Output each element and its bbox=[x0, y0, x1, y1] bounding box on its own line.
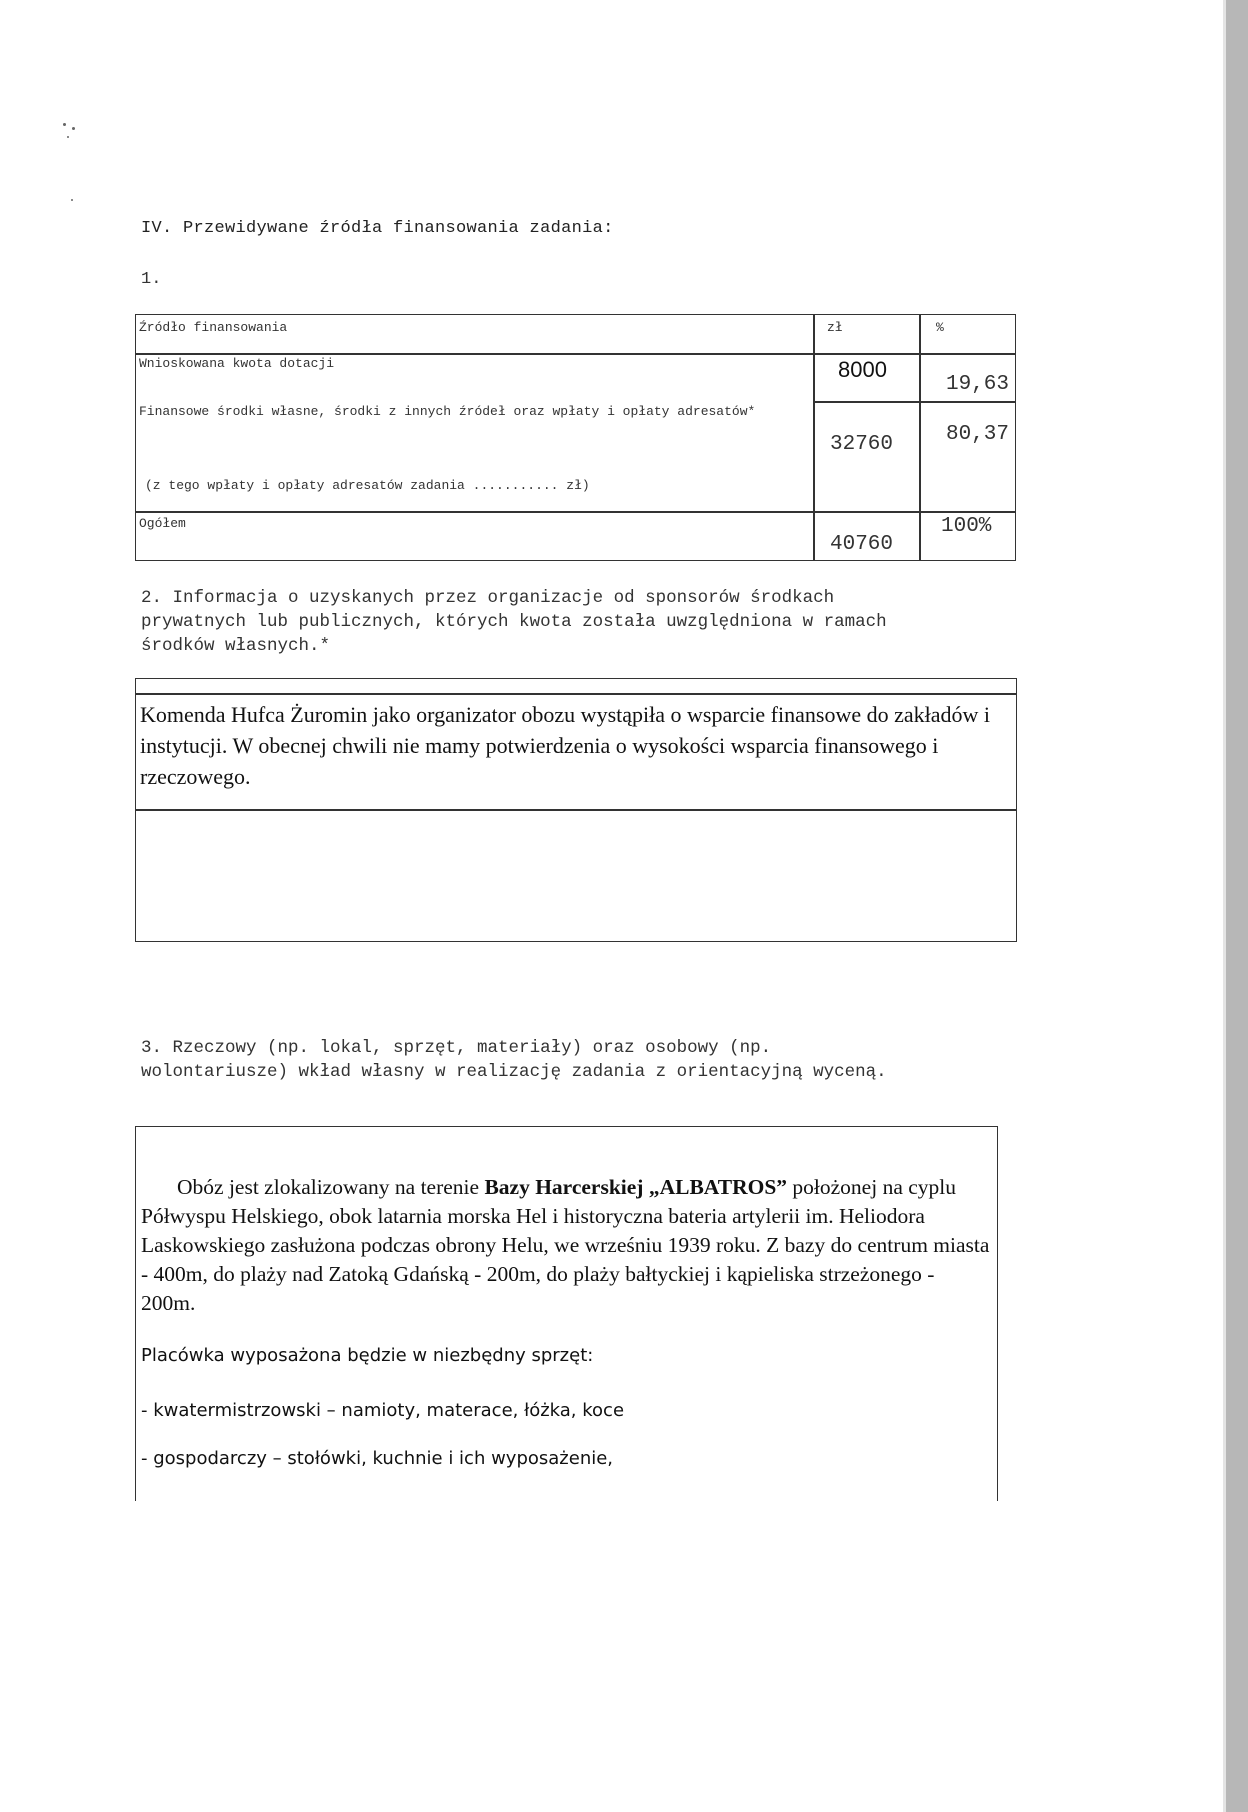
paragraph-text: Obóz jest zlokalizowany na terenie bbox=[177, 1175, 485, 1199]
financing-table bbox=[135, 314, 1016, 561]
row-own-note: (z tego wpłaty i opłaty adresatów zadania ........... zł) bbox=[145, 478, 590, 493]
equipment-item: - kwatermistrzowski – namioty, materace, łóżka, koce bbox=[141, 1400, 625, 1421]
box-rule bbox=[136, 693, 1016, 695]
row-grant-percent: 19,63 bbox=[946, 373, 1010, 396]
table-rule bbox=[919, 315, 921, 560]
item-number: 1. bbox=[141, 270, 162, 289]
row-grant-label: Wnioskowana kwota dotacji bbox=[139, 356, 335, 371]
scan-speck bbox=[71, 199, 73, 201]
scan-speck bbox=[63, 123, 66, 126]
scan-speck bbox=[72, 127, 75, 130]
paragraph-text: położonej na cyplu Półwyspu Helskiego, obok latarnia morska Hel i historyczna bateria artylerii im. Heliodora Laskowskiego zasłużona podczas obrony Helu, we wrześniu 1939 roku. Z bazy do centrum miasta - 400m, do plaży nad Zatoką Gdańską - 200m, do plaży bałtyckiej i kąpieliska strzeżonego - 200m. bbox=[141, 1175, 990, 1315]
row-total-amount: 40760 bbox=[830, 533, 894, 556]
row-own-percent: 80,37 bbox=[946, 423, 1010, 446]
box-rule bbox=[136, 809, 1016, 811]
table-rule bbox=[814, 401, 1015, 403]
in-kind-contribution-heading: 3. Rzeczowy (np. lokal, sprzęt, materiały) oraz osobowy (np. wolontariusze) wkład własny w realizację zadania z orientacyjną wyceną. bbox=[141, 1038, 887, 1082]
scan-speck bbox=[67, 136, 69, 138]
in-kind-contribution-box bbox=[135, 1126, 998, 1501]
page-edge bbox=[1226, 0, 1248, 1812]
header-pln: zł bbox=[827, 320, 843, 335]
equipment-item: - gospodarczy – stołówki, kuchnie i ich wyposażenie, bbox=[141, 1448, 614, 1469]
sponsor-info-heading: 2. Informacja o uzyskanych przez organizacje od sponsorów środkach prywatnych lub publicznych, których kwota została uwzględniona w ramach środków własnych.* bbox=[141, 588, 887, 656]
sponsor-info-box bbox=[135, 678, 1017, 942]
base-name: Bazy Harcerskiej „ALBATROS” bbox=[484, 1175, 788, 1199]
sponsor-info-text: Komenda Hufca Żuromin jako organizator obozu wystąpiła o wsparcie finansowe do zakładów i instytucji. W obecnej chwili nie mamy potwierdzenia o wysokości wsparcia finansowego i rzeczowego. bbox=[140, 702, 990, 789]
camp-location-paragraph bbox=[141, 1173, 991, 1318]
row-own-label: Finansowe środki własne, środki z innych źródeł oraz wpłaty i opłaty adresatów* bbox=[139, 404, 756, 419]
row-grant-amount: 8000 bbox=[838, 357, 887, 382]
equipment-intro: Placówka wyposażona będzie w niezbędny sprzęt: bbox=[141, 1345, 594, 1366]
header-percent: % bbox=[936, 320, 944, 335]
table-rule bbox=[136, 511, 1015, 513]
section-heading: IV. Przewidywane źródła finansowania zadania: bbox=[141, 219, 614, 238]
row-total-label: Ogółem bbox=[139, 516, 186, 531]
table-rule bbox=[813, 315, 815, 560]
header-source: Źródło finansowania bbox=[139, 320, 288, 335]
row-total-percent: 100% bbox=[941, 515, 992, 538]
row-own-amount: 32760 bbox=[830, 433, 894, 456]
